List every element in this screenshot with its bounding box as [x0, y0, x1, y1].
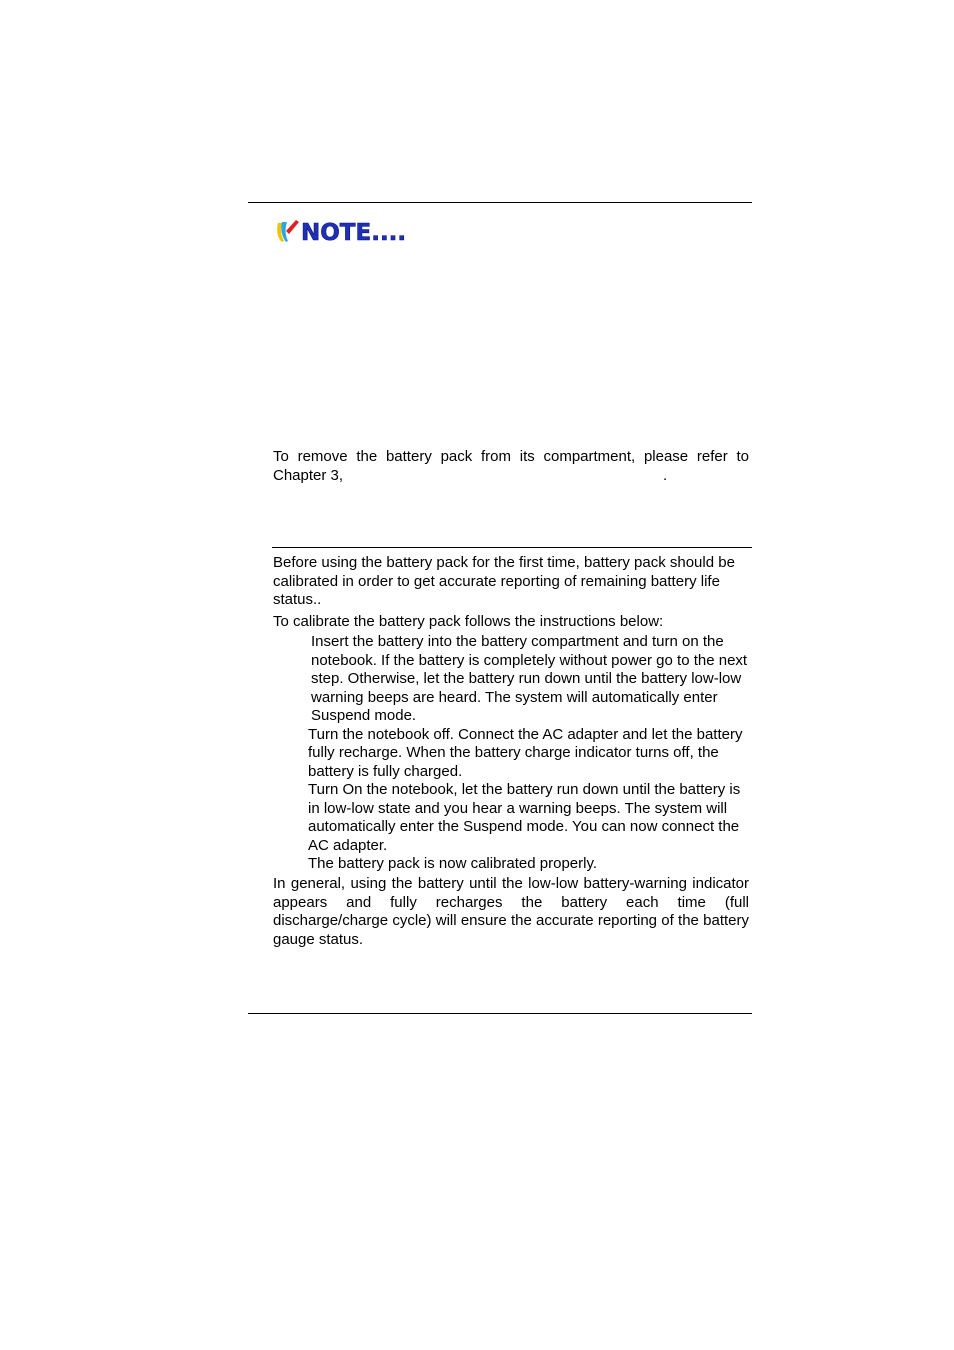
- calibration-step: Insert the battery into the battery compartment and turn on the notebook. If the battery is completely without power go to the next step. Otherwise, let the battery run down until the battery low-low warning beeps are heard. The system will automatically enter Suspend mode.: [311, 633, 748, 724]
- chapter-reference: Chapter 3,: [273, 466, 344, 484]
- note-logo-text: NOTE....: [301, 220, 407, 245]
- calibration-intro: Before using the battery pack for the first time, battery pack should be calibrated in order to get accurate reporting of remaining battery life status..: [273, 554, 735, 608]
- general-usage-paragraph: In general, using the battery until the low-low battery-warning indicator appears and fully recharges the battery each time (full discharge/charge cycle) will ensure the accurate reporting of the battery gauge status.: [273, 875, 749, 948]
- top-rule: [248, 202, 752, 203]
- note-logo: [274, 217, 414, 245]
- bottom-rule: [248, 1013, 752, 1014]
- remove-period: .: [663, 466, 668, 484]
- calibration-step: Turn On the notebook, let the battery run down until the battery is in low-low state and you hear a warning beeps. The system will automatically enter the Suspend mode. You can now connect the AC adapter.: [308, 781, 741, 854]
- note-pencil-icon: [274, 217, 414, 245]
- section-rule: [272, 547, 752, 548]
- calibration-steps: [308, 633, 750, 874]
- calibration-step: The battery pack is now calibrated properly.: [308, 855, 598, 872]
- calibration-instructions-lead: To calibrate the battery pack follows the instructions below:: [273, 613, 664, 630]
- remove-line-1: To remove the battery pack from its compartment, please refer to: [273, 448, 749, 465]
- remove-battery-paragraph: [273, 448, 749, 485]
- remove-line-2: [273, 467, 749, 486]
- calibration-step: Turn the notebook off. Connect the AC adapter and let the battery fully recharge. When the battery charge indicator turns off, the battery is fully charged.: [308, 725, 743, 780]
